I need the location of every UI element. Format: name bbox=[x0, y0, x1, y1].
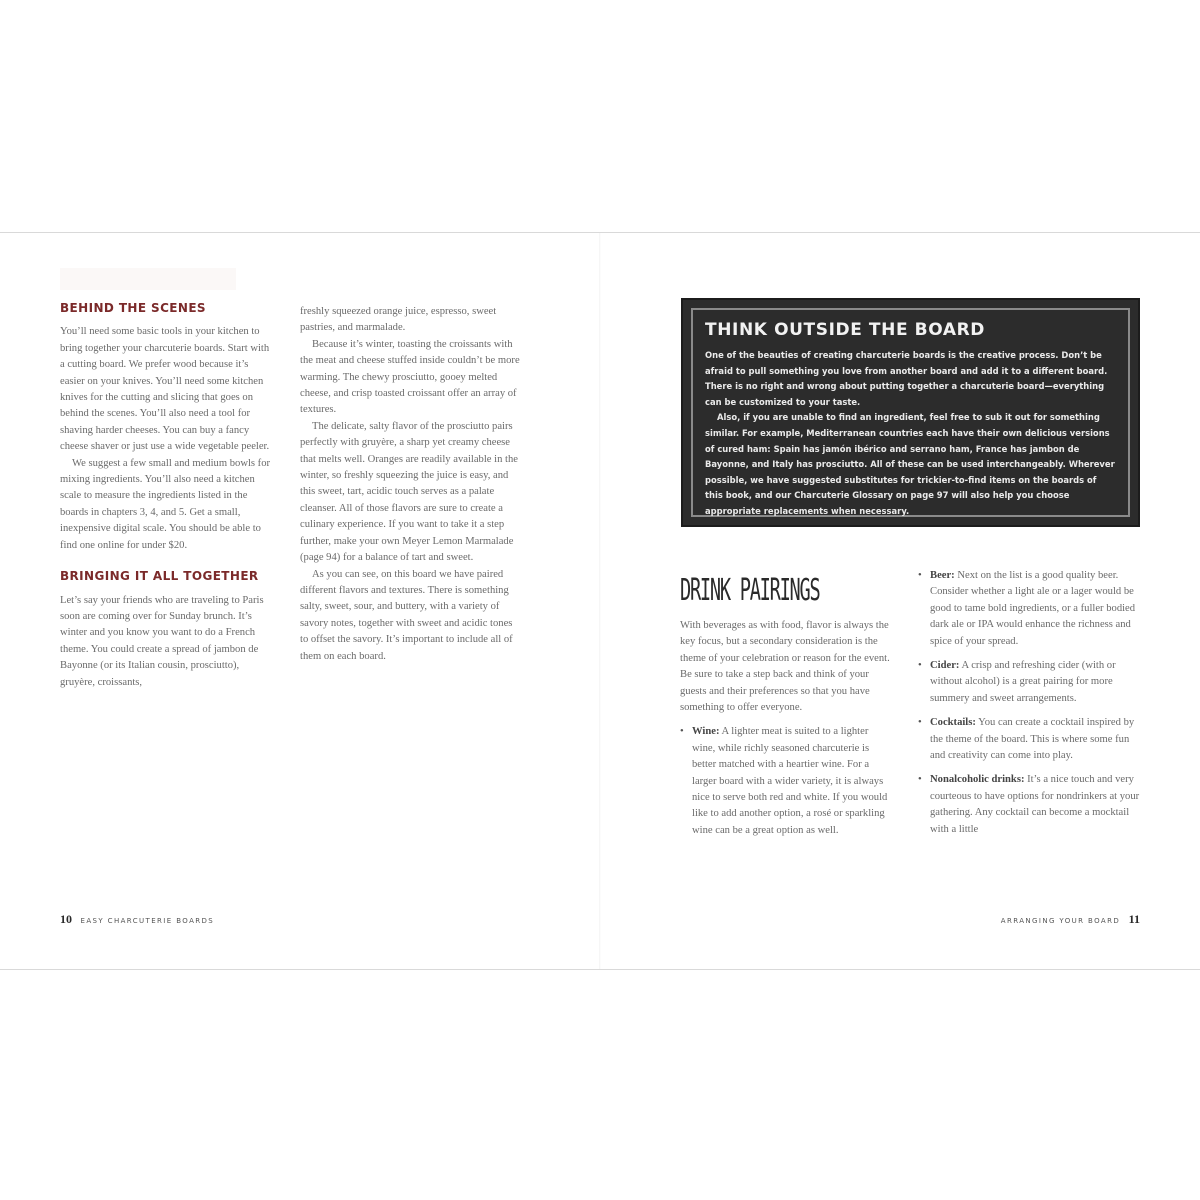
wine-text: A lighter meat is suited to a lighter wine, while richly seasoned charcuterie is better matched with a heartier wine. For a larger board with a wider variety, it is always nice to serve both red and white. If you would like to add another option, a rosé or sparkling wine can be a great option as well. bbox=[692, 726, 888, 836]
behind-the-scenes-heading: BEHIND THE SCENES bbox=[60, 301, 206, 315]
bullet-cider bbox=[918, 658, 1140, 707]
right-column-1 bbox=[680, 618, 894, 839]
col2-paragraph-2: Because it’s winter, toasting the croissants with the meat and cheese stuffed inside couldn’t be more warming. The chewy prosciutto, gooey melted cheese, and crisp toasted croissant offer an array of textures. bbox=[300, 338, 520, 416]
beer-label: Beer: bbox=[930, 570, 955, 581]
bullet-beer bbox=[918, 568, 1140, 650]
col2-paragraph-3: The delicate, salty flavor of the prosciutto pairs perfectly with gruyère, a sharp yet creamy cheese that melts well. Oranges are readily available in the winter, so freshly squeezing the juice is easy, and this sweet, tart, acidic touch serves as a palate cleanser. All of those flavors are sure to create a culinary experience. If you want to take it a step further, make your own Meyer Lemon Marmalade (page 94) for a balance of tart and sweet. bbox=[300, 420, 518, 564]
drink-intro: With beverages as with food, flavor is always the key focus, but a secondary consideration is the theme of your celebration or reason for the event. Be sure to take a step back and think of your guests and their preferences so that you have something to offer everyone. bbox=[680, 620, 890, 714]
bullet-icon: • bbox=[918, 774, 922, 786]
cocktails-text: You can create a cocktail inspired by the theme of the board. This is where some fun and creativity can come into play. bbox=[930, 717, 1135, 762]
left-column-2 bbox=[300, 304, 522, 665]
wine-label: Wine: bbox=[692, 726, 720, 738]
chalkboard-frame bbox=[691, 308, 1130, 517]
col2-paragraph-4: As you can see, on this board we have paired different flavors and textures. There is something salty, sweet, sour, and buttery, with a variety of savory notes, together with sweet and acidic tones to offset the savory. It’s important to include all of them on each board. bbox=[300, 568, 513, 662]
nonalcoholic-label: Nonalcoholic drinks: bbox=[930, 774, 1025, 786]
bullet-icon: • bbox=[918, 660, 922, 672]
cider-label: Cider: bbox=[930, 660, 960, 672]
running-head-left: EASY CHARCUTERIE BOARDS bbox=[80, 917, 215, 925]
cider-text: A crisp and refreshing cider (with or without alcohol) is a great pairing for more summery and sweet arrangements. bbox=[930, 660, 1116, 704]
col2-paragraph-1: freshly squeezed orange juice, espresso, sweet pastries, and marmalade. bbox=[300, 306, 497, 334]
sidebar-paragraph-1: One of the beauties of creating charcuterie boards is the creative process. Don’t be afraid to pull something you love from another board and add it to a different board. There is no right and wrong about putting together a charcuterie board—everything can be customized to your taste. bbox=[705, 350, 1108, 407]
bullet-icon: • bbox=[680, 726, 684, 738]
together-paragraph-1: Let’s say your friends who are traveling to Paris soon are coming over for Sunday brunch. It’s winter and you know you want to do a French theme. You could create a spread of jambon de Bayonne (or its Italian cousin, prosciutto), gruyère, croissants, bbox=[60, 594, 264, 688]
bullet-nonalcoholic bbox=[918, 772, 1140, 838]
gutter-shadow bbox=[599, 233, 601, 969]
right-column-2 bbox=[918, 568, 1140, 838]
bullet-cocktails bbox=[918, 715, 1140, 764]
chalkboard-sidebar bbox=[681, 298, 1140, 527]
behind-paragraph-2: We suggest a few small and medium bowls for mixing ingredients. You’ll also need a kitchen scale to measure the ingredients listed in the boards in chapters 3, 4, and 5. Get a small, inexpensive digital scale. You should be able to find one online for under $20. bbox=[60, 457, 271, 551]
bullet-wine bbox=[680, 724, 894, 839]
bullet-icon: • bbox=[918, 570, 922, 581]
decorative-header-band bbox=[60, 268, 236, 290]
bullet-icon: • bbox=[918, 717, 922, 729]
drink-pairings-heading: DRINK PAIRINGS bbox=[680, 573, 820, 608]
sidebar-title: THINK OUTSIDE THE BOARD bbox=[705, 320, 985, 340]
left-folio bbox=[60, 912, 214, 927]
nonalcoholic-text: It’s a nice touch and very courteous to have options for nondrinkers at your gathering. Any cocktail can become a mocktail with a little bbox=[930, 774, 1140, 835]
sidebar-paragraph-2: Also, if you are unable to find an ingredient, feel free to sub it out for something similar. For example, Mediterranean countries each have their own delicious versions of cured ham: Spain has jamón ibérico and serrano ham, France has jambon de Bayonne, and Italy has prosciutto. All of these can be used interchangeably. Wherever possible, we have suggested substitutes for trickier-to-find items on the boards of this book, and our Charcuterie Glossary on page 97 will also help you choose appropriate replacements when necessary. bbox=[705, 412, 1115, 516]
beer-text: Next on the list is a good quality beer. Consider whether a light ale or a lager would be good to tame bold ingredients, or a fuller bodied dark ale or IPA would enhance the richness and spice of your spread. bbox=[930, 570, 1136, 647]
cocktails-label: Cocktails: bbox=[930, 717, 976, 729]
running-head-right: ARRANGING YOUR BOARD bbox=[1000, 917, 1121, 925]
page-number-left: 10 bbox=[60, 912, 72, 926]
left-column-1 bbox=[60, 300, 272, 691]
bringing-together-heading: BRINGING IT ALL TOGETHER bbox=[60, 569, 259, 584]
right-folio bbox=[1001, 912, 1140, 927]
behind-paragraph-1: You’ll need some basic tools in your kitchen to bring together your charcuterie boards. Start with a cutting board. We prefer wood because it’s easier on your knives. You’ll need some kitchen knives for the cutting and slicing that goes on behind the scenes. You’ll also need a tool for shaving harder cheeses. You can buy a fancy cheese shaver or just use a wide vegetable peeler. bbox=[60, 326, 270, 453]
page-number-right: 11 bbox=[1128, 912, 1140, 926]
